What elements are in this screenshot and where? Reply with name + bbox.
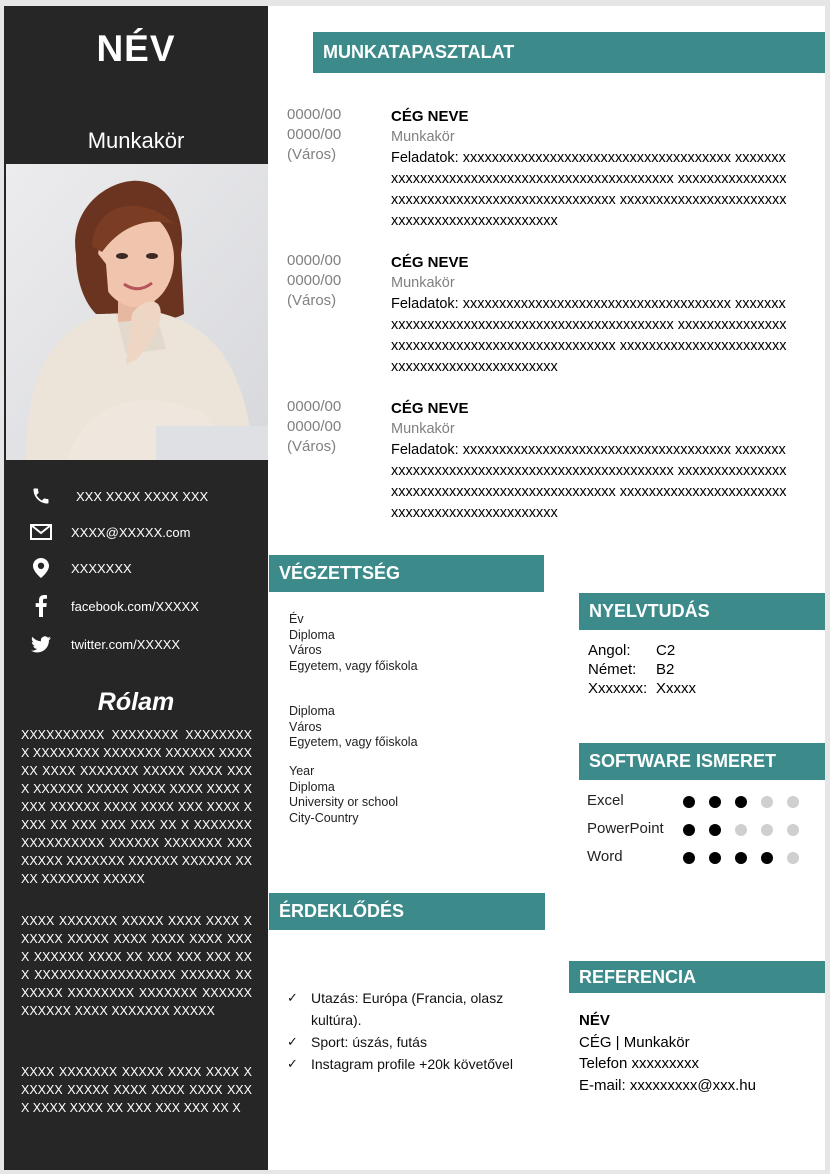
language-name: Xxxxxxx: [588, 680, 648, 697]
job-date-from: 0000/00 [287, 398, 342, 415]
job-company: CÉG NEVE [391, 400, 469, 417]
rating-dot-filled [683, 796, 695, 808]
education-entry-1 [289, 612, 418, 674]
about-title: Rólam [97, 688, 175, 716]
software-row [587, 848, 825, 868]
job-city: (Város) [287, 438, 337, 455]
language-level: C2 [656, 642, 676, 659]
rating-dot-empty [787, 824, 799, 836]
portrait-illustration [6, 164, 268, 460]
experience-header: MUNKATAPASZTALAT [313, 32, 825, 73]
about-paragraph-3: XXXX XXXXXXX XXXXX XXXX XXXX XXXXXX XXXXX XXXX XXXX XXXX XXXX XXXX XXXX XX XXX XXX XXX XX X [21, 1065, 252, 1115]
job-date-to: 0000/00 [287, 126, 342, 143]
reference-email: E-mail: xxxxxxxxx@xxx.hu [579, 1076, 756, 1094]
rating-dot-empty [761, 796, 773, 808]
software-header: SOFTWARE ISMERET [579, 743, 825, 780]
job-tasks: Feladatok: xxxxxxxxxxxxxxxxxxxxxxxxxxxxxxxxxxxxx xxxxxxxxxxxxxxxxxxxxxxxxxxxxxxxxxxxxxxxxxxxxxx xxxxxxxxxxxxxxxxxxxxxxxxxxxxxxxxxxxxxxxxxxxxxx xxxxxxxxxxxxxxxxxxxxxxxxxxxxxxxxxxxxxxxxxxxxxx [391, 442, 787, 521]
contact-location-text: XXXXXXX [71, 560, 132, 576]
contact-location [30, 556, 132, 580]
education-line: Város [289, 719, 322, 734]
languages-header: NYELVTUDÁS [579, 593, 825, 630]
contact-email [30, 520, 191, 544]
education-line: University or school [289, 795, 399, 809]
job-city: (Város) [287, 292, 337, 309]
contact-twitter-text: twitter.com/XXXXX [71, 636, 181, 652]
job-date-to: 0000/00 [287, 272, 342, 289]
rating-dot-filled [761, 852, 773, 864]
rating-dot-filled [709, 852, 721, 864]
rating-dot-empty [735, 824, 747, 836]
job-2 [391, 252, 791, 378]
software-name: Word [587, 848, 623, 865]
rating-dot-empty [787, 852, 799, 864]
contact-email-text: XXXX@XXXXX.com [71, 524, 191, 540]
education-line: Diploma [289, 627, 335, 642]
rating-dot-filled [709, 796, 721, 808]
language-name: Angol: [588, 642, 631, 659]
education-line: Diploma [289, 779, 335, 794]
software-name: Excel [587, 792, 624, 809]
education-line: City-Country [289, 810, 359, 825]
contact-phone-text: XXX XXXX XXXX XXX [76, 488, 209, 504]
interests-header: ÉRDEKLŐDÉS [269, 893, 545, 930]
twitter-icon [30, 633, 52, 655]
job-tasks: Feladatok: xxxxxxxxxxxxxxxxxxxxxxxxxxxxxxxxxxxxx xxxxxxxxxxxxxxxxxxxxxxxxxxxxxxxxxxxxxxxxxxxxxx xxxxxxxxxxxxxxxxxxxxxxxxxxxxxxxxxxxxxxxxxxxxxx xxxxxxxxxxxxxxxxxxxxxxxxxxxxxxxxxxxxxxxxxxxxxx [391, 296, 787, 375]
job-date-to: 0000/00 [287, 418, 342, 435]
job-tasks: Feladatok: xxxxxxxxxxxxxxxxxxxxxxxxxxxxxxxxxxxxx xxxxxxxxxxxxxxxxxxxxxxxxxxxxxxxxxxxxxxxxxxxxxx xxxxxxxxxxxxxxxxxxxxxxxxxxxxxxxxxxxxxxxxxxxxxx xxxxxxxxxxxxxxxxxxxxxxxxxxxxxxxxxxxxxxxxxxxxxx [391, 150, 787, 229]
job-role: Munkakör [391, 421, 455, 437]
interest-text: Utazás: Európa (Francia, olasz kultúra). [311, 990, 504, 1028]
software-name: PowerPoint [587, 820, 664, 837]
candidate-name: NÉV [96, 28, 176, 69]
education-line: Év [289, 612, 304, 626]
candidate-role: Munkakör [87, 128, 185, 153]
education-line: Diploma [289, 704, 335, 718]
language-level: Xxxxx [656, 680, 697, 697]
education-entry-3 [289, 764, 398, 826]
reference-name: NÉV [579, 1012, 610, 1029]
contact-twitter [30, 632, 181, 656]
reference-phone: Telefon xxxxxxxxx [579, 1055, 700, 1072]
interest-item [287, 1031, 537, 1053]
language-name: Német: [588, 661, 637, 678]
education-line: Város [289, 643, 322, 657]
job-date-from: 0000/00 [287, 106, 342, 123]
profile-photo [6, 164, 268, 460]
reference-block [579, 1010, 756, 1096]
job-city: (Város) [287, 146, 337, 163]
education-line: Egyetem, vagy főiskola [289, 658, 418, 673]
job-company: CÉG NEVE [391, 108, 469, 125]
job-1-dates [287, 105, 377, 165]
rating-dot-filled [735, 796, 747, 808]
interest-text: Instagram profile +20k követővel [311, 1056, 513, 1072]
skill-rating [683, 824, 813, 836]
phone-icon [30, 485, 52, 507]
interest-item [287, 1053, 537, 1075]
education-line: Year [289, 764, 315, 778]
job-company: CÉG NEVE [391, 254, 469, 271]
checkmark-icon: ✓ [287, 990, 298, 1005]
reference-company: CÉG | Munkakör [579, 1033, 690, 1051]
rating-dot-empty [787, 796, 799, 808]
rating-dot-filled [735, 852, 747, 864]
email-icon [30, 521, 52, 543]
interest-text: Sport: úszás, futás [311, 1034, 427, 1050]
rating-dot-filled [683, 824, 695, 836]
contact-facebook [30, 594, 199, 618]
education-line: Egyetem, vagy főiskola [289, 735, 418, 749]
contact-phone [30, 484, 209, 508]
language-level: B2 [656, 661, 675, 678]
checkmark-icon: ✓ [287, 1034, 298, 1049]
location-icon [30, 557, 52, 579]
education-header: VÉGZETTSÉG [269, 555, 544, 592]
job-2-dates [287, 251, 377, 311]
checkmark-icon: ✓ [287, 1056, 298, 1071]
rating-dot-filled [709, 824, 721, 836]
software-row [587, 792, 825, 812]
rating-dot-empty [761, 824, 773, 836]
job-role: Munkakör [391, 129, 455, 145]
interest-item [287, 987, 537, 1031]
facebook-icon [30, 595, 52, 617]
sidebar [4, 6, 268, 1170]
cv-page [4, 6, 825, 1170]
about-paragraph-1: XXXXXXXXXX XXXXXXXX XXXXXXXXX XXXXXXXX XXXXXXX XXXXXX XXXXXX XXXX XXXXXXX XXXXX XXXX XXXX XXXXXX XXXXX XXXX XXXX XXXX XXXX XXXXXX XXXX XXXX XXX XXXX XXXX XX XXX XXX XXX XX X XXXXXXXXXXXXXXXXX XXXXXX XXXXXXX XXXXXXXX XXXXXXX XXXXXX XXXXXX XXXX XXXXXXX XXXXX [21, 728, 252, 886]
skill-rating [683, 796, 813, 808]
job-1 [391, 106, 791, 232]
job-date-from: 0000/00 [287, 252, 342, 269]
skill-rating [683, 852, 813, 864]
education-entry-2 [289, 704, 418, 751]
contact-facebook-text: facebook.com/XXXXX [71, 598, 199, 614]
rating-dot-filled [683, 852, 695, 864]
software-row [587, 820, 825, 840]
job-role: Munkakör [391, 275, 455, 291]
job-3 [391, 398, 791, 524]
reference-header: REFERENCIA [569, 961, 825, 993]
about-paragraph-2: XXXX XXXXXXX XXXXX XXXX XXXX XXXXXX XXXXX XXXX XXXX XXXX XXXX XXXXXX XXXX XX XXX XXX XXX XX X XXXXXXXXXXXXXXXXX XXXXXX XXXXXXX XXXXXXXX XXXXXXX XXXXXX XXXXXX XXXX XXXXXXX XXXXX [21, 914, 252, 1018]
interests-list [287, 987, 537, 1075]
job-3-dates [287, 397, 377, 457]
